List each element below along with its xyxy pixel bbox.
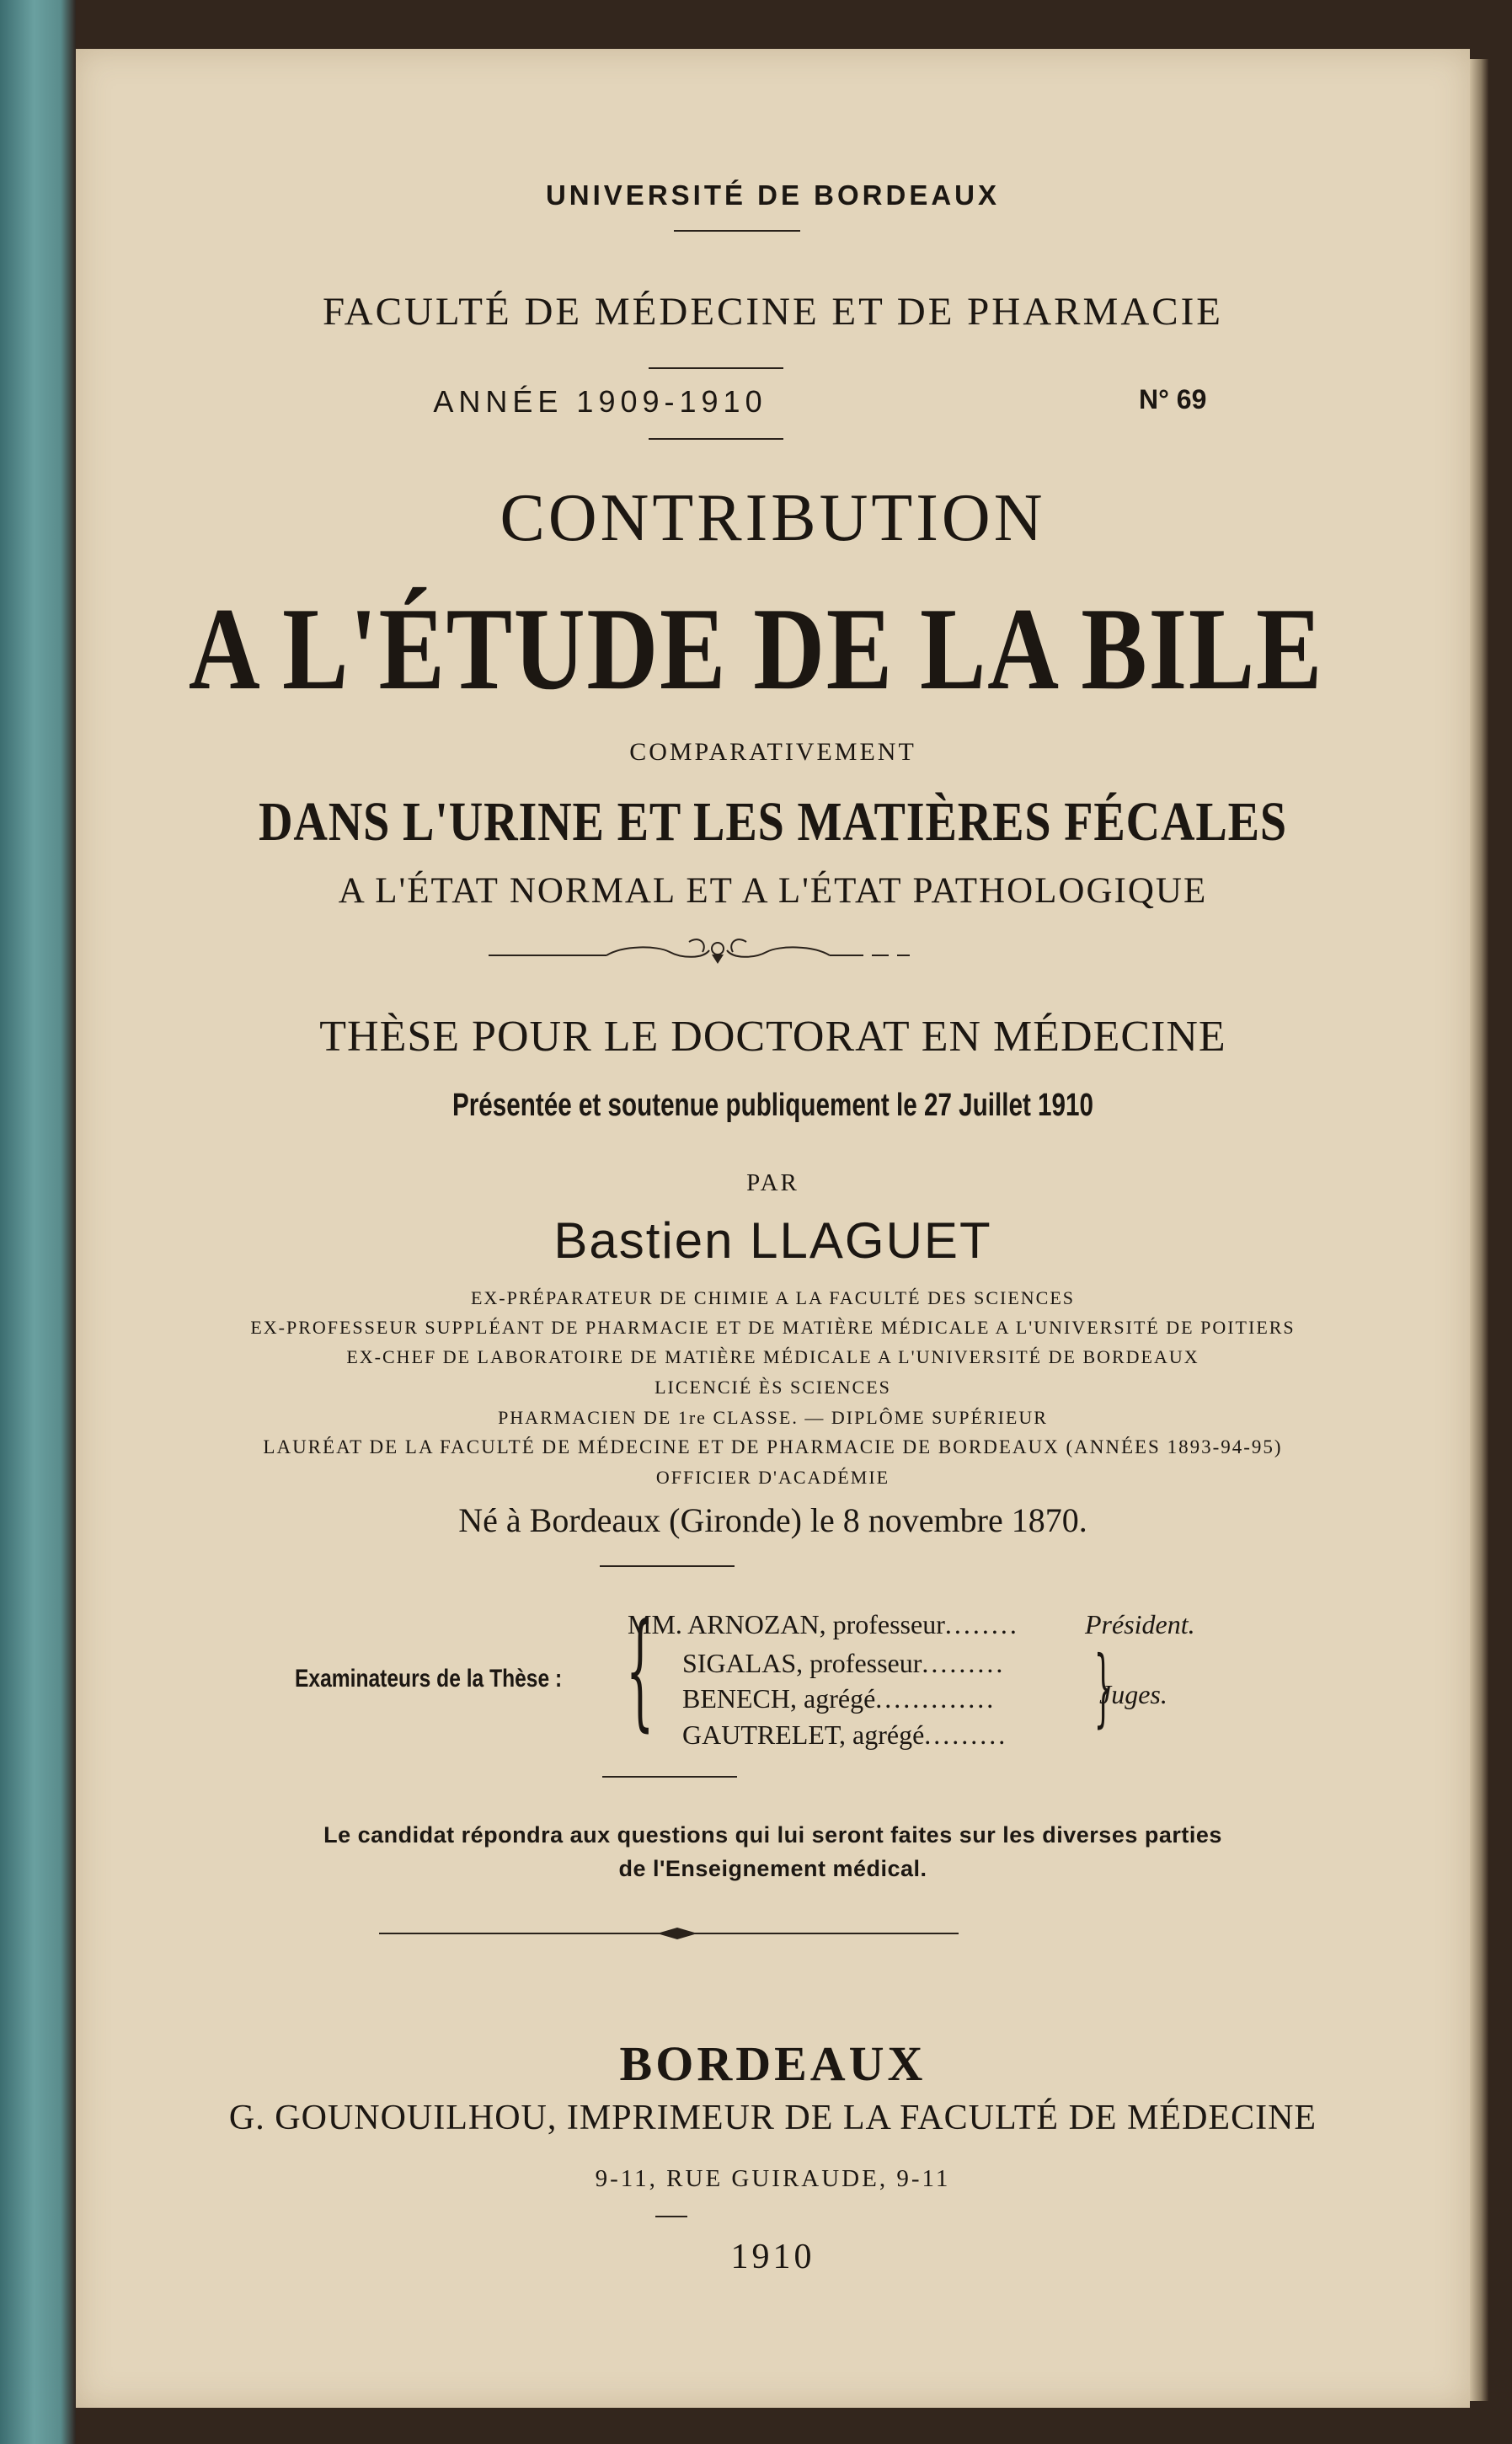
candidate-notice: Le candidat répondra aux questions qui lui seront faites sur les diverses parties bbox=[323, 1822, 1222, 1848]
author-title: PHARMACIEN DE 1re CLASSE. — DIPLÔME SUPÉRIEUR bbox=[498, 1407, 1048, 1428]
title-line-1: CONTRIBUTION bbox=[500, 481, 1046, 555]
jury-member-name: SIGALAS, professeur bbox=[682, 1648, 922, 1678]
thesis-type: THÈSE POUR LE DOCTORAT EN MÉDECINE bbox=[319, 1013, 1226, 1061]
judges-role: Juges. bbox=[1099, 1679, 1167, 1709]
faculty-heading: FACULTÉ DE MÉDECINE ET DE PHARMACIE bbox=[323, 290, 1223, 334]
title-line-5: A L'ÉTAT NORMAL ET A L'ÉTAT PATHOLOGIQUE bbox=[338, 871, 1208, 911]
divider-rule bbox=[655, 2216, 687, 2217]
leader-dots: ........ bbox=[944, 1609, 1019, 1639]
leader-dots: ......... bbox=[922, 1648, 1006, 1678]
by-label: PAR bbox=[746, 1169, 799, 1196]
university-heading: UNIVERSITÉ DE BORDEAUX bbox=[545, 179, 1001, 211]
author-title: EX-PRÉPARATEUR DE CHIMIE A LA FACULTÉ DES SCIENCES bbox=[470, 1287, 1076, 1308]
title-line-4: DANS L'URINE ET LES MATIÈRES FÉCALES bbox=[259, 791, 1287, 853]
page-stack-edge bbox=[1470, 59, 1488, 2401]
jury-member-name: BENECH, agrégé bbox=[682, 1683, 876, 1714]
book-cover-edge bbox=[0, 0, 76, 2444]
jury-member-name: MM. ARNOZAN, professeur bbox=[628, 1609, 945, 1639]
academic-year: ANNÉE 1909-1910 bbox=[433, 384, 767, 419]
thesis-number: N° 69 bbox=[1139, 384, 1207, 414]
defense-date: Présentée et soutenue publiquement le 27 Juillet 1910 bbox=[451, 1088, 1094, 1123]
author-title: LAURÉAT DE LA FACULTÉ DE MÉDECINE ET DE PHARMACIE DE BORDEAUX (ANNÉES 1893-94-95) bbox=[263, 1436, 1283, 1457]
president-role: Président. bbox=[1085, 1609, 1195, 1639]
examiners-label: Examinateurs de la Thèse : bbox=[295, 1665, 563, 1693]
candidate-notice: de l'Enseignement médical. bbox=[618, 1856, 927, 1881]
title-page bbox=[76, 49, 1470, 2408]
author-title: EX-CHEF DE LABORATOIRE DE MATIÈRE MÉDICALE A L'UNIVERSITÉ DE BORDEAUX bbox=[346, 1346, 1199, 1367]
imprint-city: BORDEAUX bbox=[619, 2036, 927, 2091]
right-brace: } bbox=[1093, 1638, 1113, 1736]
imprint-address: 9-11, RUE GUIRAUDE, 9-11 bbox=[595, 2165, 951, 2192]
title-line-3: COMPARATIVEMENT bbox=[629, 738, 916, 766]
author-title: OFFICIER D'ACADÉMIE bbox=[655, 1467, 890, 1488]
leader-dots: ......... bbox=[924, 1719, 1008, 1750]
imprint-printer: G. GOUNOUILHOU, IMPRIMEUR DE LA FACULTÉ DE MÉDECINE bbox=[228, 2099, 1317, 2137]
author-title: EX-PROFESSEUR SUPPLÉANT DE PHARMACIE ET DE MATIÈRE MÉDICALE A L'UNIVERSITÉ DE POITIERS bbox=[250, 1317, 1296, 1338]
author-title: LICENCIÉ ÈS SCIENCES bbox=[654, 1377, 891, 1398]
diamond-rule-ornament bbox=[76, 49, 1470, 1953]
jury-member-name: GAUTRELET, agrégé bbox=[682, 1719, 925, 1750]
leader-dots: ............. bbox=[875, 1683, 996, 1714]
imprint-year: 1910 bbox=[730, 2238, 815, 2276]
author-name: Bastien LLAGUET bbox=[553, 1212, 992, 1269]
left-brace: { bbox=[626, 1597, 654, 1744]
main-title: A L'ÉTUDE DE LA BILE bbox=[188, 584, 1324, 714]
author-birth: Né à Bordeaux (Gironde) le 8 novembre 1870. bbox=[458, 1501, 1087, 1539]
